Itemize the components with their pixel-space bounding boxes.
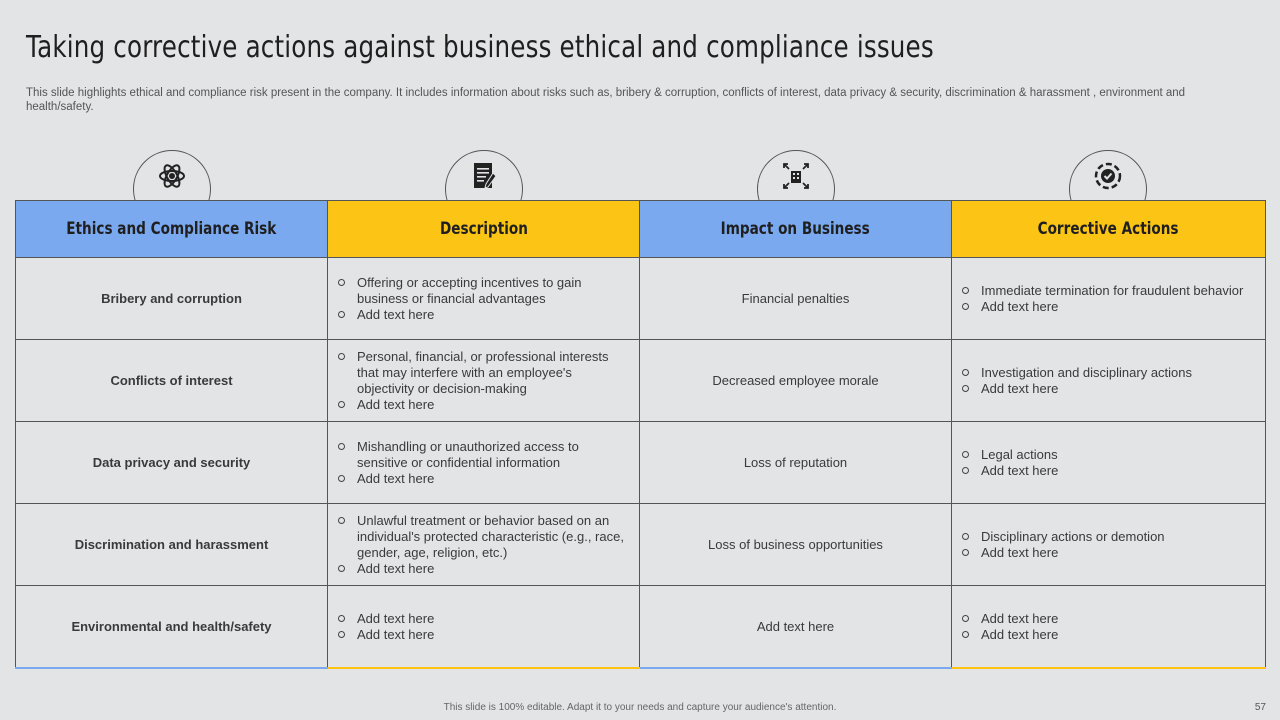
header-impact: Impact on Business [640, 201, 952, 258]
table-row [16, 340, 1266, 422]
impact-cell: Loss of reputation [640, 422, 952, 504]
actions-cell [952, 504, 1266, 586]
header-description: Description [328, 201, 640, 258]
list-item: Add text here [338, 627, 631, 643]
page-number: 57 [1254, 702, 1266, 713]
list-item: Add text here [962, 299, 1257, 315]
table-row [16, 422, 1266, 504]
list-item: Add text here [962, 381, 1257, 397]
list-item: Add text here [338, 307, 631, 323]
risk-cell: Discrimination and harassment [16, 504, 328, 586]
risk-cell: Conflicts of interest [16, 340, 328, 422]
list-item: Unlawful treatment or behavior based on an individual's protected characteristic (e.g., race, gender, age, religion, etc.) [338, 513, 631, 561]
description-cell [328, 504, 640, 586]
risk-cell: Bribery and corruption [16, 258, 328, 340]
list-item: Add text here [962, 611, 1257, 627]
footer-note: This slide is 100% editable. Adapt it to your needs and capture your audience's attention. [443, 702, 837, 713]
list-item: Investigation and disciplinary actions [962, 365, 1257, 381]
impact-cell: Decreased employee morale [640, 340, 952, 422]
list-item: Add text here [338, 561, 631, 577]
list-item: Personal, financial, or professional interests that may interfere with an employee's objectivity or decision-making [338, 349, 631, 397]
impact-cell: Financial penalties [640, 258, 952, 340]
impact-cell: Loss of business opportunities [640, 504, 952, 586]
slide-subtitle: This slide highlights ethical and compliance risk present in the company. It includes information about risks such as, bribery & corruption, conflicts of interest, data privacy & security, discrimination & harassment , environment and health/safety. [26, 87, 1186, 113]
list-item: Add text here [338, 611, 631, 627]
table-header-row [16, 201, 1266, 258]
actions-cell [952, 258, 1266, 340]
table-row [16, 504, 1266, 586]
list-item: Add text here [338, 397, 631, 413]
impact-cell: Add text here [640, 586, 952, 669]
description-cell [328, 340, 640, 422]
list-item: Add text here [962, 463, 1257, 479]
list-item: Add text here [962, 627, 1257, 643]
list-item: Offering or accepting incentives to gain business or financial advantages [338, 275, 631, 307]
list-item: Add text here [338, 471, 631, 487]
description-cell [328, 586, 640, 669]
risk-cell: Data privacy and security [16, 422, 328, 504]
list-item: Add text here [962, 545, 1257, 561]
actions-cell [952, 422, 1266, 504]
actions-cell [952, 586, 1266, 669]
list-item: Immediate termination for fraudulent behavior [962, 283, 1257, 299]
description-cell [328, 422, 640, 504]
list-item: Mishandling or unauthorized access to sensitive or confidential information [338, 439, 631, 471]
header-risk: Ethics and Compliance Risk [16, 201, 328, 258]
risk-cell: Environmental and health/safety [16, 586, 328, 669]
list-item: Legal actions [962, 447, 1257, 463]
table-row [16, 258, 1266, 340]
actions-cell [952, 340, 1266, 422]
list-item: Disciplinary actions or demotion [962, 529, 1257, 545]
slide-title: Taking corrective actions against business ethical and compliance issues [26, 30, 934, 65]
description-cell [328, 258, 640, 340]
risk-table [15, 200, 1266, 669]
table-row [16, 586, 1266, 669]
header-actions: Corrective Actions [952, 201, 1266, 258]
